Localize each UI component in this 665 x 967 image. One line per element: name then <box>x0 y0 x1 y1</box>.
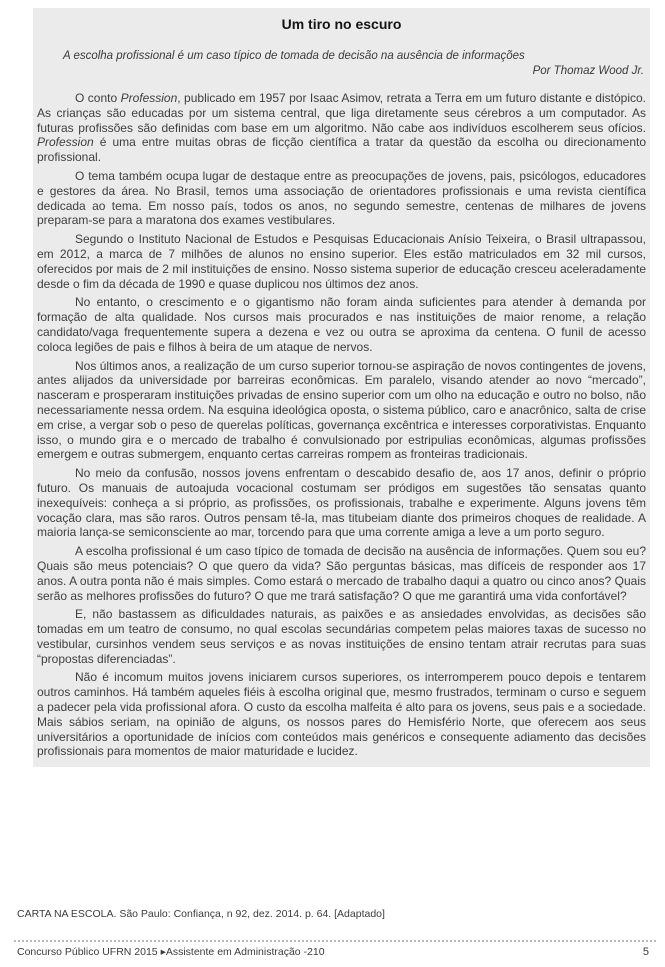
paragraph <box>37 169 646 228</box>
article-body <box>37 91 646 759</box>
paragraph <box>37 544 646 603</box>
italic-run: Profession <box>120 91 178 105</box>
text-run: é uma entre muitas obras de ficção científica a tratar da questão da escolha ou direcionamento profissional. <box>37 135 646 165</box>
text-run: No entanto, o crescimento e o gigantismo não foram ainda suficientes para atender à demanda por formação de alta qualidade. Nos cursos mais procurados e nas instituições de maior renome, a relação candidato/vaga frequentemente supera a dezena e vez ou outra se aproxima da centena. O funil de acesso coloca legiões de pais e filhos à beira de um ataque de nervos. <box>37 295 646 354</box>
text-run: O conto <box>75 91 121 105</box>
text-run: E, não bastassem as dificuldades naturais, as paixões e as ansiedades envolvidas, as decisões são tomadas em um teatro de consumo, no qual escolas secundárias competem pelas maiores taxas de sucesso no vestibular, cursinhos vendem seus serviços e as novas instituições de ensino tentam atrair recrutas para suas “propostas diferenciadas”. <box>37 607 646 666</box>
page-number: 5 <box>642 946 649 958</box>
page-footer <box>17 946 649 958</box>
article-subtitle: A escolha profissional é um caso típico de tomada de decisão na ausência de informações <box>63 50 525 62</box>
paragraph <box>37 91 646 165</box>
footer-exam-label: Concurso Público UFRN 2015 ▸Assistente em Administração -210 <box>17 946 325 958</box>
text-run: A escolha profissional é um caso típico de tomada de decisão na ausência de informações. Quem sou eu? Quais são meus potenciais? O que quero da vida? São perguntas básicas, mas difíceis de responder aos 17 anos. A outra ponta não é mais simples. Como estará o mercado de trabalho daqui a quatro ou cinco anos? Quais serão as melhores profissões do futuro? O que me trará satisfação? O que me garantirá uma vida confortável? <box>37 544 646 603</box>
italic-run: Profession <box>37 135 94 150</box>
article-title: Um tiro no escuro <box>281 16 402 32</box>
paragraph <box>37 670 646 759</box>
text-run: Não é incomum muitos jovens iniciarem cursos superiores, os interromperem pouco depois e tentarem outros caminhos. Há também aqueles fiéis à escolha original que, mesmo frustrados, terminam o curso e seguem a padecer pela vida profissional afora. O custo da escolha malfeita é alto para os jovens, seus pais e a sociedade. Mais sábios seriam, na opinião de alguns, os nossos pares do Hemisfério Norte, que oferecem aos seus universitários a oportunidade de inícios com conteúdos mais genéricos e consequente adiamento das decisões profissionais para momentos de maior maturidade e lucidez. <box>37 670 646 759</box>
text-run: Segundo o Instituto Nacional de Estudos e Pesquisas Educacionais Anísio Teixeira, o Brasil ultrapassou, em 2012, a marca de 7 milhões de alunos no ensino superior. Eles estão matriculados em 32 mil cursos, oferecidos por mais de 2 mil instituições de ensino. Nosso sistema superior de educação cresceu aceleradamente desde o fim da década de 1990 e quase duplicou nos últimos dez anos. <box>37 232 646 291</box>
source-citation: CARTA NA ESCOLA. São Paulo: Confiança, n 92, dez. 2014. p. 64. [Adaptado] <box>17 908 657 920</box>
text-run: , publicado em 1957 por Isaac Asimov, retrata a Terra em um futuro distante e distópico. As crianças são educadas por um sistema central, que liga diretamente seus cérebros a um computador. As futuras profissões são definidas com base em um algoritmo. Não cabe aos indivíduos escolherem seus ofícios. <box>37 91 646 135</box>
paragraph <box>37 607 646 666</box>
text-run: Nos últimos anos, a realização de um curso superior tornou-se aspiração de novos contingentes de jovens, antes alijados da universidade por barreiras econômicas. Em paralelo, visando atender ao novo “mercado”, nasceram e prosperaram instituições privadas de ensino superior com um olho na educação e outro no bolso, não necessariamente nessa ordem. Na esquina ideológica oposta, o sistema público, caro e anacrônico, salta de crise em crise, a vergar sob o peso de querelas políticas, governança excêntrica e interesses corporativistas. Enquanto isso, o mundo gira e o mercado de trabalho é convulsionado por estripulias econômicas, algumas profissões emergem e outras submergem, enquanto certas carreiras rompem as fronteiras tradicionais. <box>37 358 646 462</box>
paragraph <box>37 466 646 540</box>
paragraph <box>37 295 646 354</box>
text-run: No meio da confusão, nossos jovens enfrentam o descabido desafio de, aos 17 anos, definir o próprio futuro. Os manuais de autoajuda vocacional costumam ser pródigos em sugestões tão sensatas quanto inexequíveis: conheça a si próprio, as profissões, os profissionais, trabalhe e experimente. Alguns jovens têm vocação clara, mas são raros. Outros pensam tê-la, mas titubeiam diante dos primeiros choques de realidade. A maioria lança-se semiconsciente ao mar, torcendo para que uma corrente amiga a leve a um porto seguro. <box>37 466 646 540</box>
article-byline: Por Thomaz Wood Jr. <box>532 65 644 77</box>
paragraph <box>37 232 646 291</box>
article <box>33 8 650 767</box>
paragraph <box>37 359 646 463</box>
text-run: O tema também ocupa lugar de destaque entre as preocupações de jovens, pais, psicólogos, educadores e gestores da área. No Brasil, temos uma associação de orientadores profissionais e uma revista científica dedicada ao tema. Em nosso país, todos os anos, no segundo semestre, centenas de milhares de jovens preparam-se para a maratona dos exames vestibulares. <box>37 168 646 228</box>
footer-separator <box>14 940 656 942</box>
